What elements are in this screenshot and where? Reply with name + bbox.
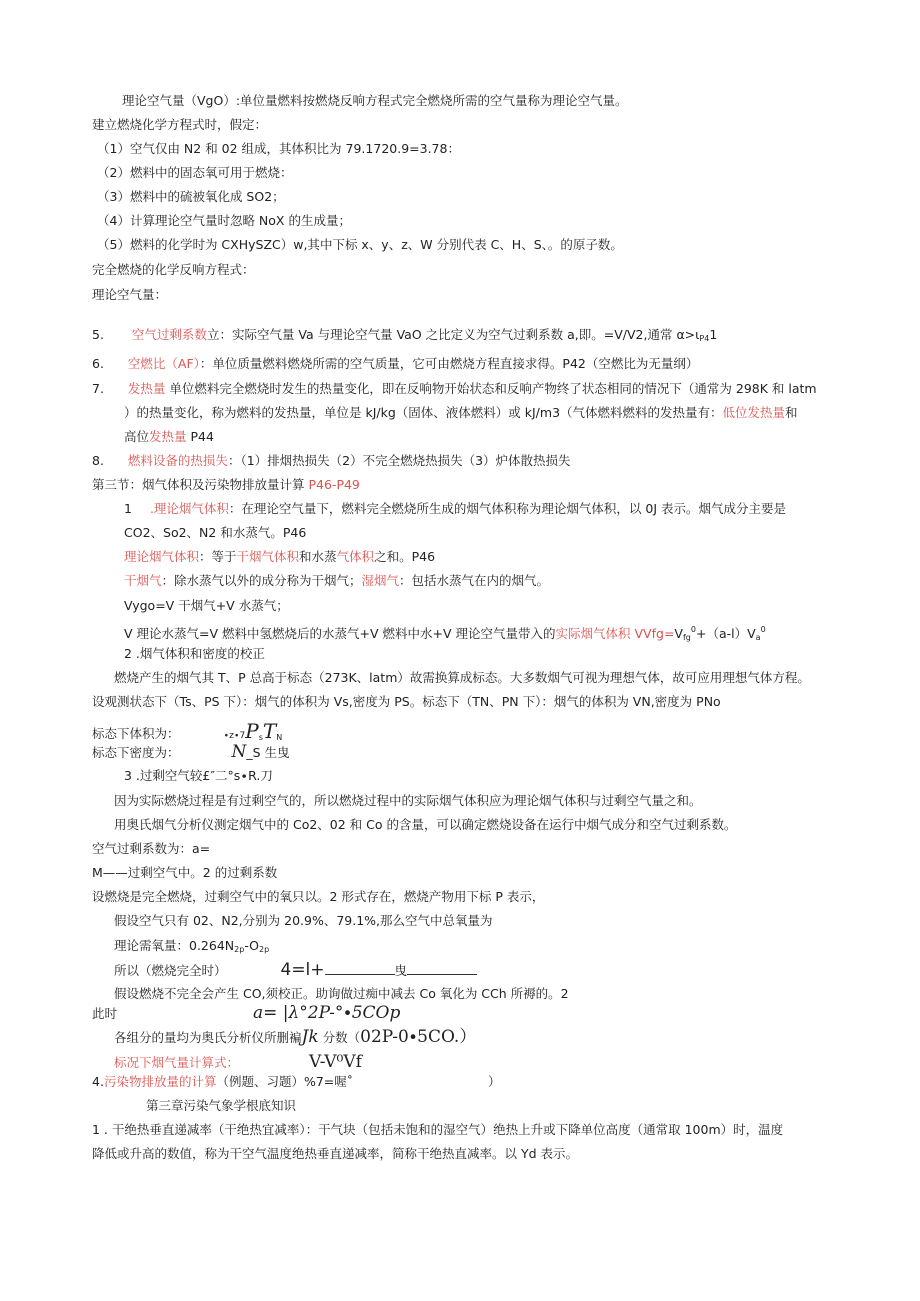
text-line (114, 1028, 476, 1047)
text-span: （例题、习题）%7=喔˚ (216, 1074, 354, 1089)
text-line (124, 404, 798, 422)
text-line: 理论空气量（VgO）:单位量燃料按燃烧反响方程式完全燃烧所需的空气量称为理论空气量。 (122, 93, 628, 108)
text-line: 3 .过剩空气较£″二°s∙R.刀 (124, 768, 273, 783)
formula-text: 曳 (394, 963, 408, 978)
text-span: fg (682, 633, 691, 642)
text-line (124, 428, 214, 446)
item-number: 8. (92, 453, 104, 468)
text-line (124, 621, 766, 647)
text-line: ） (488, 1074, 501, 1089)
section-heading (92, 476, 360, 494)
text-line: （5）燃料的化学时为 CXHySZC）w,其中下标 x、y、z、W 分别代表 C、H、S、。的原子数。 (97, 237, 623, 252)
formula-text: T (262, 719, 277, 743)
highlight-term: 发热量 (127, 381, 166, 396)
formula-text: P (245, 719, 259, 743)
highlight-term: 干烟气体积 (236, 549, 300, 564)
text-line: 假设燃烧不完全会产生 CO,须校正。助询做过痴中减去 Co 氧化为 CCh 所褥的。2 (114, 986, 569, 1001)
text-line: 1 . 干绝热垂直递减率（干绝热宜减率）：干气块（包括未饱和的湿空气）绝热上升或下降单位高度（通常取 100m）时，温度 (92, 1122, 784, 1137)
text-span: ）的热量变化，称为燃料的发热量，单位是 kJ/kg（固体、液体燃料）或 kJ∕m3（气体燃料燃料的发热量有： (124, 405, 723, 420)
text-line: Vygo=V 干烟气+V 水蒸气； (124, 598, 289, 613)
text-line: 假设空气只有 02、N2,分别为 20.9%、79.1%,那么空气中总氧量为 (114, 913, 493, 928)
text-line (92, 326, 717, 348)
text-line (92, 380, 817, 398)
text-line: 燃烧产生的烟气其 T、P 总高于标态（273K、latm）故需换算成标态。大多数烟气可视为理想气体，故可应用理想气体方程。 (114, 670, 810, 685)
text-line: 完全燃烧的化学反响方程式： (92, 262, 255, 277)
highlight-term: P46-P49 (308, 477, 360, 492)
highlight-term: .理论烟气体积 (149, 501, 229, 516)
text-span: +（a-l）V (695, 626, 756, 641)
text-line: 理论空气量： (92, 287, 168, 302)
text-span: N (276, 733, 283, 742)
text-line: （3）燃料中的硫被氧化成 SO2； (97, 189, 285, 204)
text-span: -O (244, 938, 260, 953)
text-span: 0 (760, 625, 766, 634)
highlight-term: 理论烟气体积 (124, 549, 200, 564)
text-span: 2p (234, 945, 245, 954)
text-line: 设燃烧是完全燃烧，过剩空气中的氧只以。2 形式存在，燃烧产物用下标 P 表示， (92, 889, 545, 904)
text-span: 2p (259, 945, 270, 954)
item-number: 1 (124, 501, 132, 516)
text-span: ：（1）排烟热损失（2）不完全燃烧热损失（3）炉体散热损失 (227, 453, 571, 468)
text-span: 和 (785, 405, 798, 420)
text-line (124, 548, 435, 566)
text-line: 建立燃烧化学方程式时，假定： (92, 117, 268, 132)
text-line: 因为实际燃烧过程是有过剩空气的，所以燃烧过程中的实际烟气体积应为理论烟气体积与过剩空气量之和。 (114, 793, 702, 808)
text-line: M——过剩空气中。2 的过剩系数 (92, 865, 278, 880)
text-span: 标态下密度为： (92, 745, 180, 760)
formula-text: 02P-0∙5CO.） (360, 1027, 477, 1047)
text-span: 单位燃料完全燃烧时发生的热量变化，即在反响物开始状态和反响产物终了状态相同的情况下（通常为 298K 和 latm (165, 381, 817, 396)
text-span: ：除水蒸气以外的成分称为干烟气； (161, 573, 362, 588)
text-span: 理论需氧量：0.264N (114, 938, 235, 953)
text-span: ∙z∙7 (223, 731, 246, 741)
formula-blank (407, 962, 477, 975)
text-line: （4）计算理论空气量时忽略 NoX 的生成量； (97, 213, 351, 228)
text-line (114, 1053, 362, 1072)
formula-text: N (231, 742, 247, 762)
text-line: （1）空气仅由 N2 和 02 组成，其体积比为 79.1720.9=3.78： (97, 141, 460, 156)
text-span: 所以（燃烧完全时） (114, 963, 227, 978)
item-number: 5. (92, 327, 104, 342)
text-span: ：单位质量燃料燃烧所需的空气质量，它可由燃烧方程直接求得。P42（空燃比为无量纲） (199, 356, 699, 371)
text-span: P44 (186, 429, 214, 444)
text-span: s (258, 733, 263, 742)
text-line: （2）燃料中的固态氧可用于燃烧： (97, 165, 293, 180)
text-line (92, 355, 698, 373)
text-span: 此时 (92, 1006, 118, 1021)
text-span: 立：实际空气量 Va 与理论空气量 VaO 之比定义为空气过剩系数 a,即。=V∕V2,通常 α>ι (206, 327, 700, 342)
formula-text: a= |λ°2P-°∙5COp (253, 1003, 401, 1023)
text-span: 各组分的量均为奥氏分析仪所删褊 (114, 1030, 302, 1045)
text-span: V 理论水蒸气=V 燃料中氢燃烧后的水蒸气+V 燃料中水+V 理论空气量带入的 (124, 626, 556, 641)
text-line: 2 .烟气体积和密度的校正 (124, 646, 265, 661)
text-span: P4 (699, 334, 710, 343)
text-span: 标态下体积为： (92, 726, 180, 741)
text-line: 降低或升高的数值，称为干空气温度绝热垂直递减率，简称干绝热直减率。以 Yd 表示。 (92, 1146, 579, 1161)
item-number: 7. (92, 381, 104, 396)
highlight-term: 空燃比（AF） (127, 356, 200, 371)
text-line: 设观测状态下（Ts、PS 下）：烟气的体积为 Vs,密度为 PS。标态下（TN、PN 下）：烟气的体积为 VN,密度为 PNo (92, 694, 721, 709)
highlight-term: 气体积 (336, 549, 375, 564)
text-span: V (674, 626, 683, 641)
text-span: a (755, 633, 761, 642)
text-span: _S 生曳 (246, 745, 290, 760)
text-span: 之和。P46 (374, 549, 436, 564)
item-number: 4. (92, 1074, 104, 1089)
formula-text: Jk (301, 1027, 319, 1047)
text-line (124, 500, 786, 518)
text-span: ：等于 (199, 549, 237, 564)
item-number: 6. (92, 356, 104, 371)
highlight-term: 低位发热量 (722, 405, 786, 420)
highlight-term: 湿烟气 (361, 573, 400, 588)
highlight-term: 空气过剩系数 (131, 327, 207, 342)
text-span: 分数（ (318, 1030, 361, 1045)
formula-text: V-V⁰Vf (309, 1052, 362, 1072)
highlight-term: 标况下烟气量计算式： (114, 1055, 240, 1070)
text-line: CO2、So2、N2 和水蒸气。P46 (124, 525, 307, 540)
highlight-term: 发热量 (149, 429, 187, 444)
text-line: 用奥氏烟气分析仪测定烟气中的 Co2、02 和 Co 的含量，可以确定燃烧设备在运行中烟气成分和空气过剩系数。 (114, 817, 737, 832)
formula-blank (325, 962, 395, 975)
text-line (92, 743, 290, 762)
text-line (124, 572, 549, 590)
highlight-term: 实际烟气体积 VVfg= (555, 626, 675, 641)
text-span: 和水蒸 (299, 549, 337, 564)
text-line (92, 1073, 353, 1091)
text-line (114, 937, 269, 959)
formula-text: 4=l+ (280, 960, 325, 980)
text-line (92, 452, 571, 470)
text-span: ：包括水蒸气在内的烟气。 (399, 573, 550, 588)
text-line (92, 1004, 400, 1023)
text-line (114, 961, 477, 980)
text-span: 第三节：烟气体积及污染物排放量计算 (92, 477, 309, 492)
text-line: 空气过剩系数为：a= (92, 841, 211, 856)
highlight-term: 干烟气 (124, 573, 162, 588)
text-span: 0 (690, 625, 696, 634)
text-span: 高位 (124, 429, 150, 444)
highlight-term: 污染物排放量的计算 (103, 1074, 217, 1089)
text-span: 1 (709, 327, 718, 342)
text-span: ：在理论空气量下，燃料完全燃烧所生成的烟气体积称为理论烟气体积，以 0J 表示。烟气成分主要是 (228, 501, 787, 516)
chapter-heading: 第三章污染气象学根底知识 (146, 1098, 297, 1113)
highlight-term: 燃料设备的热损失 (127, 453, 228, 468)
